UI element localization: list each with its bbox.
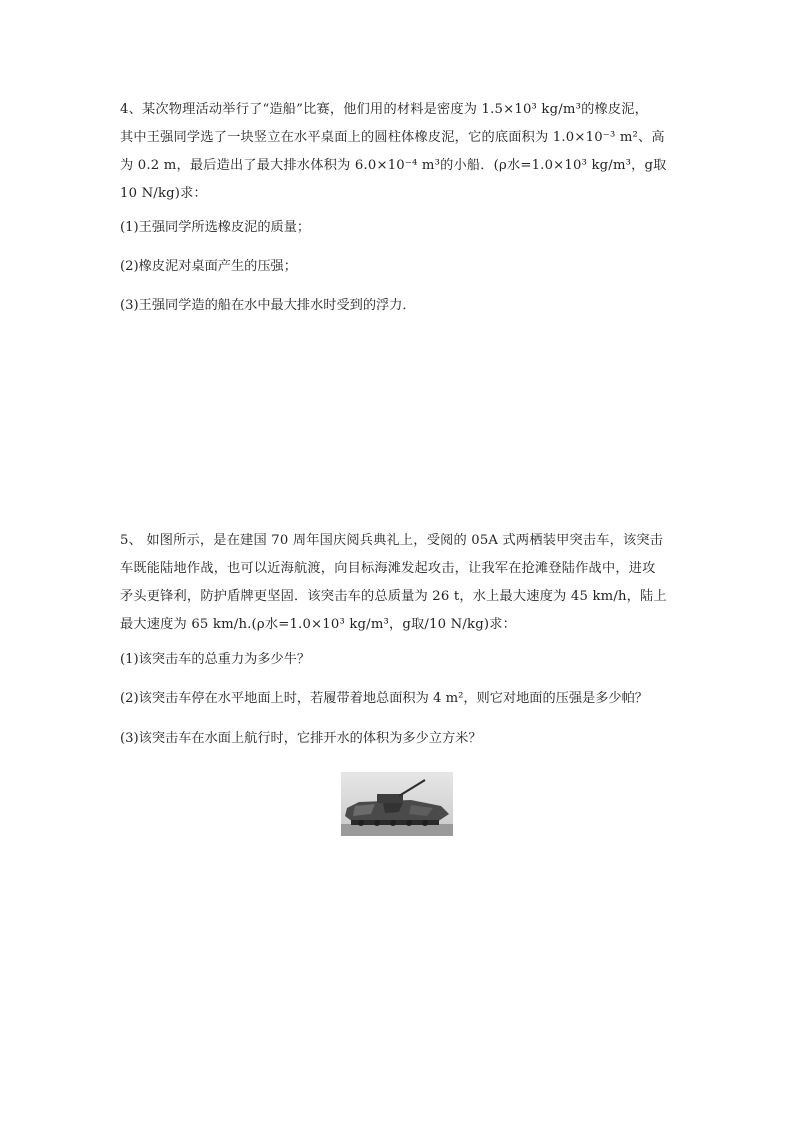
armored-vehicle-photo (341, 772, 453, 836)
question-4-part-2: (2)橡皮泥对桌面产生的压强； (120, 259, 297, 274)
question-4-line-1: 4、某次物理活动举行了“造船”比赛，他们用的材料是密度为 1.5×10³ kg/m³的橡皮泥， (120, 102, 649, 117)
question-4-part-1: (1)王强同学所选橡皮泥的质量； (120, 220, 311, 235)
question-4-line-3: 为 0.2 m，最后造出了最大排水体积为 6.0×10⁻⁴ m³的小船．(ρ水=1.0×10³ kg/m³，g取 (120, 158, 667, 173)
question-4-line-4: 10 N/kg)求： (120, 186, 207, 201)
armored-vehicle-icon (341, 772, 453, 836)
question-5-line-1: 5、 如图所示，是在建国 70 周年国庆阅兵典礼上，受阅的 05A 式两栖装甲突击车，该突击 (120, 533, 664, 548)
question-5-line-4: 最大速度为 65 km/h.(ρ水=1.0×10³ kg/m³，g取/10 N/kg)求： (120, 617, 516, 632)
question-4 (120, 96, 680, 208)
question-4-line-2: 其中王强同学选了一块竖立在水平桌面上的圆柱体橡皮泥，它的底面积为 1.0×10⁻³ m²、高 (120, 130, 665, 145)
question-5-part-3: (3)该突击车在水面上航行时，它排开水的体积为多少立方米？ (120, 731, 482, 746)
question-5-part-2: (2)该突击车停在水平地面上时，若履带着地总面积为 4 m²，则它对地面的压强是多少帕？ (120, 691, 648, 706)
question-5-part-1: (1)该突击车的总重力为多少牛？ (120, 652, 311, 667)
question-5-line-3: 矛头更锋利，防护盾牌更坚固．该突击车的总质量为 26 t，水上最大速度为 45 km/h，陆上 (120, 589, 667, 604)
question-5 (120, 527, 680, 639)
question-4-part-3: (3)王强同学造的船在水中最大排水时受到的浮力． (120, 298, 416, 313)
question-5-line-2: 车既能陆地作战，也可以近海航渡，向目标海滩发起攻击，让我军在抢滩登陆作战中，进攻 (120, 561, 656, 576)
